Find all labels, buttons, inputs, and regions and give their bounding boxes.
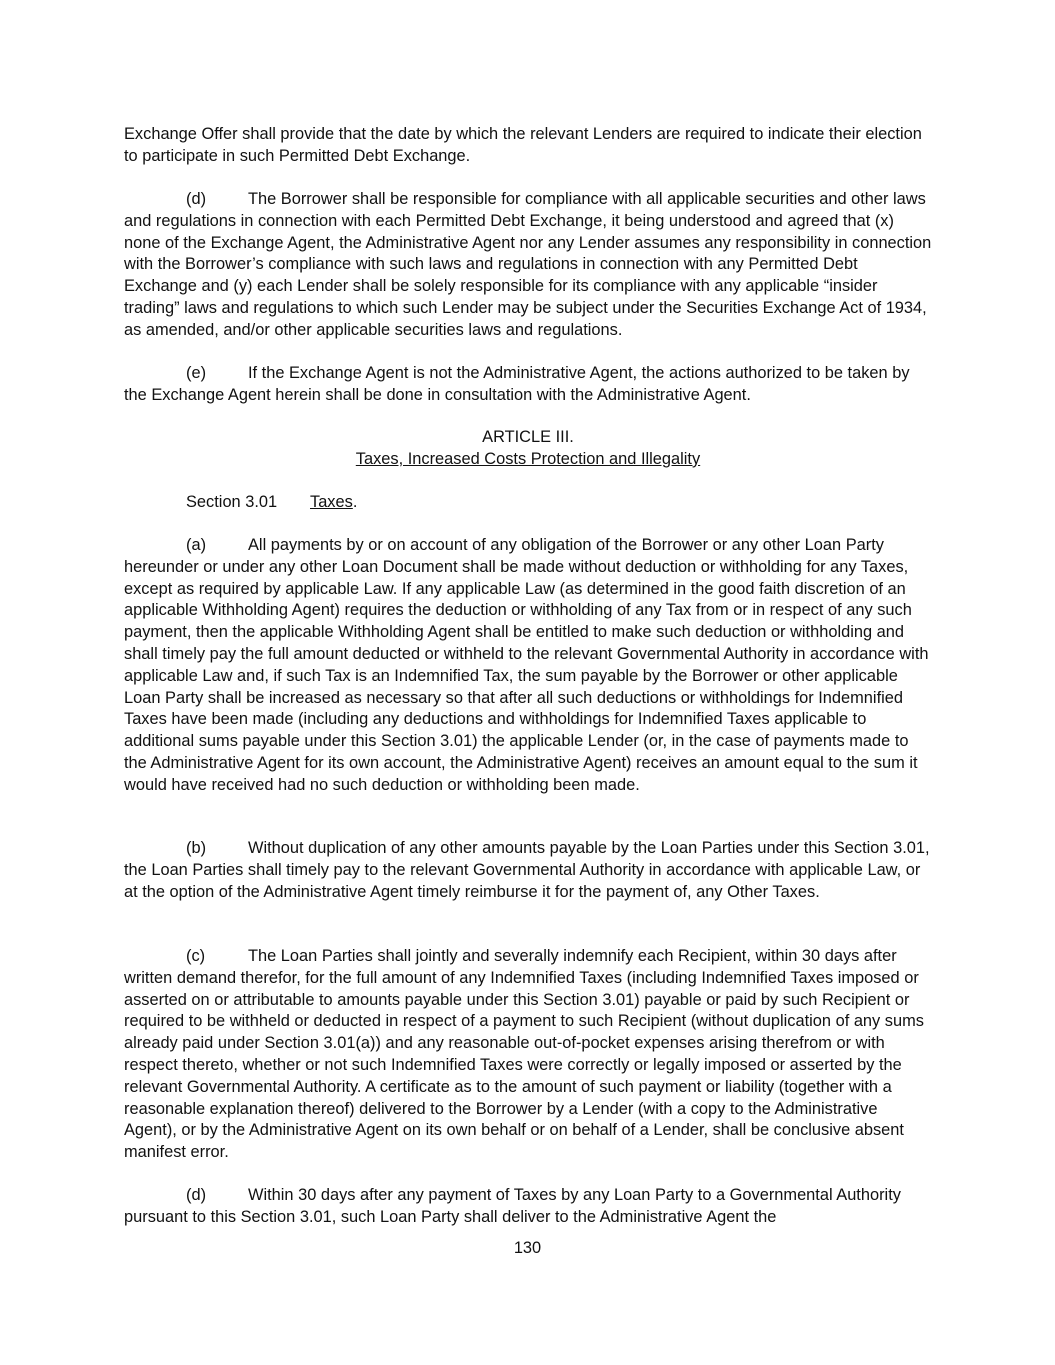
clause-text: If the Exchange Agent is not the Administrative Agent, the actions authorized to be taken by the Exchange Agent herein shall be done in consultation with the Administrative Agent. — [124, 364, 910, 404]
section-title-period: . — [352, 493, 358, 511]
paragraph-text: Exchange Offer shall provide that the date by which the relevant Lenders are required to indicate their election to participate in such Permitted Debt Exchange. — [124, 125, 922, 165]
clause-d — [124, 1185, 932, 1229]
article-heading — [124, 427, 932, 471]
section-heading — [124, 492, 932, 514]
clause-label: (d) — [186, 1186, 207, 1204]
clause-text: All payments by or on account of any obligation of the Borrower or any other Loan Party hereunder or under any other Loan Document shall be made without deduction or withholding for any Taxes, except as required by applicable Law. If any applicable Law (as determined in the good faith discretion of an applicable Withholding Agent) requires the deduction or withholding of any Tax from or in respect of any such payment, then the applicable Withholding Agent shall be entitled to make such deduction or withholding and shall timely pay the full amount deducted or withheld to the relevant Governmental Authority in accordance with applicable Law and, if such Tax is an Indemnified Tax, the sum payable by the Borrower or other applicable Loan Party shall be increased as necessary so that after all such deductions or withholdings for Indemnified Taxes have been made (including any deductions and withholdings for Indemnified Taxes applicable to additional sums payable under this Section 3.01) the applicable Lender (or, in the case of payments made to the Administrative Agent for its own account, the Administrative Agent) receives an amount equal to the sum it would have received had no such deduction or withholding been made. — [124, 536, 929, 794]
clause-label: (c) — [186, 947, 206, 965]
page-number: 130 — [513, 1239, 542, 1257]
article-title: Taxes, Increased Costs Protection and Illegality — [355, 449, 701, 468]
section-number: Section 3.01 — [186, 493, 278, 511]
paragraph-text — [124, 535, 932, 797]
clause-text: The Loan Parties shall jointly and severally indemnify each Recipient, within 30 days after written demand therefor, for the full amount of any Indemnified Taxes (including Indemnified Taxes imposed or asserted on or attributable to amounts payable under this Section 3.01) payable or paid by such Recipient or required to be withheld or deducted in respect of a payment to such Recipient (without duplication of any sums already paid under Section 3.01(a)) and any reasonable out-of-pocket expenses arising therefrom or with respect thereto, whether or not such Indemnified Taxes were correctly or legally imposed or asserted by the relevant Governmental Authority. A certificate as to the amount of such payment or liability (together with a reasonable explanation thereof) delivered to the Borrower by a Lender (with a copy to the Administrative Agent), or by the Administrative Agent on its own behalf or on behalf of a Lender, shall be conclusive absent manifest error. — [124, 947, 924, 1162]
clause-text: The Borrower shall be responsible for compliance with all applicable securities and other laws and regulations in connection with each Permitted Debt Exchange, it being understood and agreed that (x) none of the Exchange Agent, the Administrative Agent nor any Lender assumes any responsibility in connection with the Borrower’s compliance with such laws and regulations in connection with any Permitted Debt Exchange and (y) each Lender shall be solely responsible for its compliance with any applicable “insider trading” laws and regulations to which such Lender may be subject under the Securities Exchange Act of 1934, as amended, and/or other applicable securities laws and regulations. — [124, 190, 932, 339]
paragraph-exchange-offer — [124, 124, 932, 168]
clause-label: (b) — [186, 839, 207, 857]
clause-label: (d) — [186, 190, 207, 208]
clause-c — [124, 946, 932, 1164]
paragraph-text — [124, 946, 932, 1164]
paragraph-e-exchange-agent — [124, 363, 932, 407]
clause-label: (a) — [186, 536, 207, 554]
clause-b — [124, 838, 932, 903]
clause-text: Without duplication of any other amounts payable by the Loan Parties under this Section 3.01, the Loan Parties shall timely pay to the relevant Governmental Authority in accordance with applicable Law, or at the option of the Administrative Agent timely reimburse it for the payment of, any Other Taxes. — [124, 839, 930, 901]
paragraph-text — [124, 1185, 932, 1229]
paragraph-text — [124, 189, 932, 342]
paragraph-text — [124, 838, 932, 903]
clause-text: Within 30 days after any payment of Taxes by any Loan Party to a Governmental Authority pursuant to this Section 3.01, such Loan Party shall deliver to the Administrative Agent the — [124, 1186, 901, 1226]
paragraph-text — [124, 363, 932, 407]
article-number: ARTICLE III. — [482, 428, 574, 446]
paragraph-d-compliance — [124, 189, 932, 342]
clause-a — [124, 535, 932, 797]
section-title: Taxes — [310, 493, 353, 511]
clause-label: (e) — [186, 364, 207, 382]
